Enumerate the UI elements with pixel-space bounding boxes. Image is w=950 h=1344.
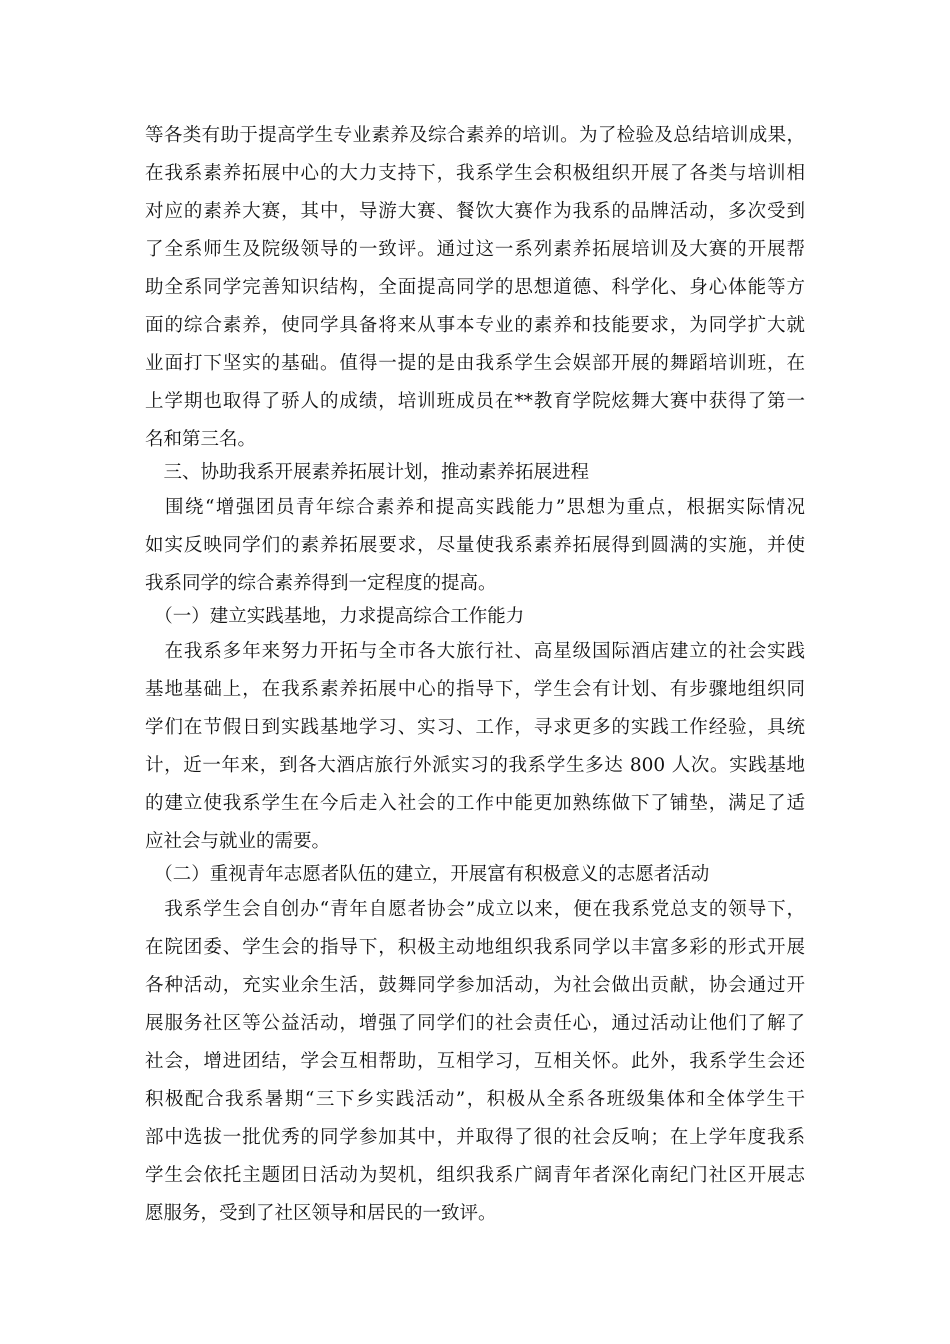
text-line: 学们在节假日到实践基地学习、实习、工作，寻求更多的实践工作经验，具统	[145, 717, 805, 738]
text-line: 应社会与就业的需要。	[145, 831, 331, 852]
text-line: 积极配合我系暑期“三下乡实践活动”，积极从全系各班级集体和全体学生干	[145, 1089, 805, 1110]
text-line: 愿服务，受到了社区领导和居民的一致评。	[145, 1203, 497, 1224]
text-line: 基地基础上，在我系素养拓展中心的指导下，学生会有计划、有步骤地组织同	[145, 679, 805, 700]
text-line: 围绕“增强团员青年综合素养和提高实践能力”思想为重点，根据实际情况	[145, 497, 805, 518]
text-line: 上学期也取得了骄人的成绩，培训班成员在**教育学院炫舞大赛中获得了第一	[145, 391, 805, 412]
text-line: 等各类有助于提高学生专业素养及综合素养的培训。为了检验及总结培训成果，	[145, 125, 805, 146]
text-line: 如实反映同学们的素养拓展要求，尽量使我系素养拓展得到圆满的实施，并使	[145, 535, 805, 556]
text-line: 部中选拔一批优秀的同学参加其中，并取得了很的社会反响；在上学年度我系	[145, 1127, 805, 1148]
text-line: 各种活动，充实业余生活，鼓舞同学参加活动，为社会做出贡献，协会通过开	[145, 975, 805, 996]
text-line: 名和第三名。	[145, 429, 257, 450]
text-line: 在我系素养拓展中心的大力支持下，我系学生会积极组织开展了各类与培训相	[145, 163, 805, 184]
text-line: 助全系同学完善知识结构，全面提高同学的思想道德、科学化、身心体能等方	[145, 277, 805, 298]
subsection-heading: （二）重视青年志愿者队伍的建立，开展富有积极意义的志愿者活动	[145, 864, 710, 885]
text-line: 我系学生会自创办“青年自愿者协会”成立以来，便在我系党总支的领导下，	[145, 899, 805, 920]
text-line: 展服务社区等公益活动，增强了同学们的社会责任心，通过活动让他们了解了	[145, 1013, 805, 1034]
text-line: 学生会依托主题团日活动为契机，组织我系广阔青年者深化南纪门社区开展志	[145, 1165, 805, 1186]
section-heading: 三、协助我系开展素养拓展计划，推动素养拓展进程	[145, 462, 590, 483]
text-line: 的建立使我系学生在今后走入社会的工作中能更加熟练做下了铺垫，满足了适	[145, 793, 805, 814]
text-line: 在我系多年来努力开拓与全市各大旅行社、高星级国际酒店建立的社会实践	[145, 641, 805, 662]
text-line: 我系同学的综合素养得到一定程度的提高。	[145, 573, 497, 594]
text-line: 计，近一年来，到各大酒店旅行外派实习的我系学生多达 800 人次。实践基地	[145, 755, 805, 776]
text-line: 了全系师生及院级领导的一致评。通过这一系列素养拓展培训及大赛的开展帮	[145, 239, 805, 260]
text-line: 社会，增进团结，学会互相帮助，互相学习，互相关怀。此外，我系学生会还	[145, 1051, 805, 1072]
text-line: 面的综合素养，使同学具备将来从事本专业的素养和技能要求，为同学扩大就	[145, 315, 805, 336]
subsection-heading: （一）建立实践基地，力求提高综合工作能力	[145, 606, 525, 627]
text-line: 对应的素养大赛，其中，导游大赛、餐饮大赛作为我系的品牌活动，多次受到	[145, 201, 805, 222]
text-line: 业面打下坚实的基础。值得一提的是由我系学生会娱部开展的舞蹈培训班，在	[145, 353, 805, 374]
text-line: 在院团委、学生会的指导下，积极主动地组织我系同学以丰富多彩的形式开展	[145, 937, 805, 958]
